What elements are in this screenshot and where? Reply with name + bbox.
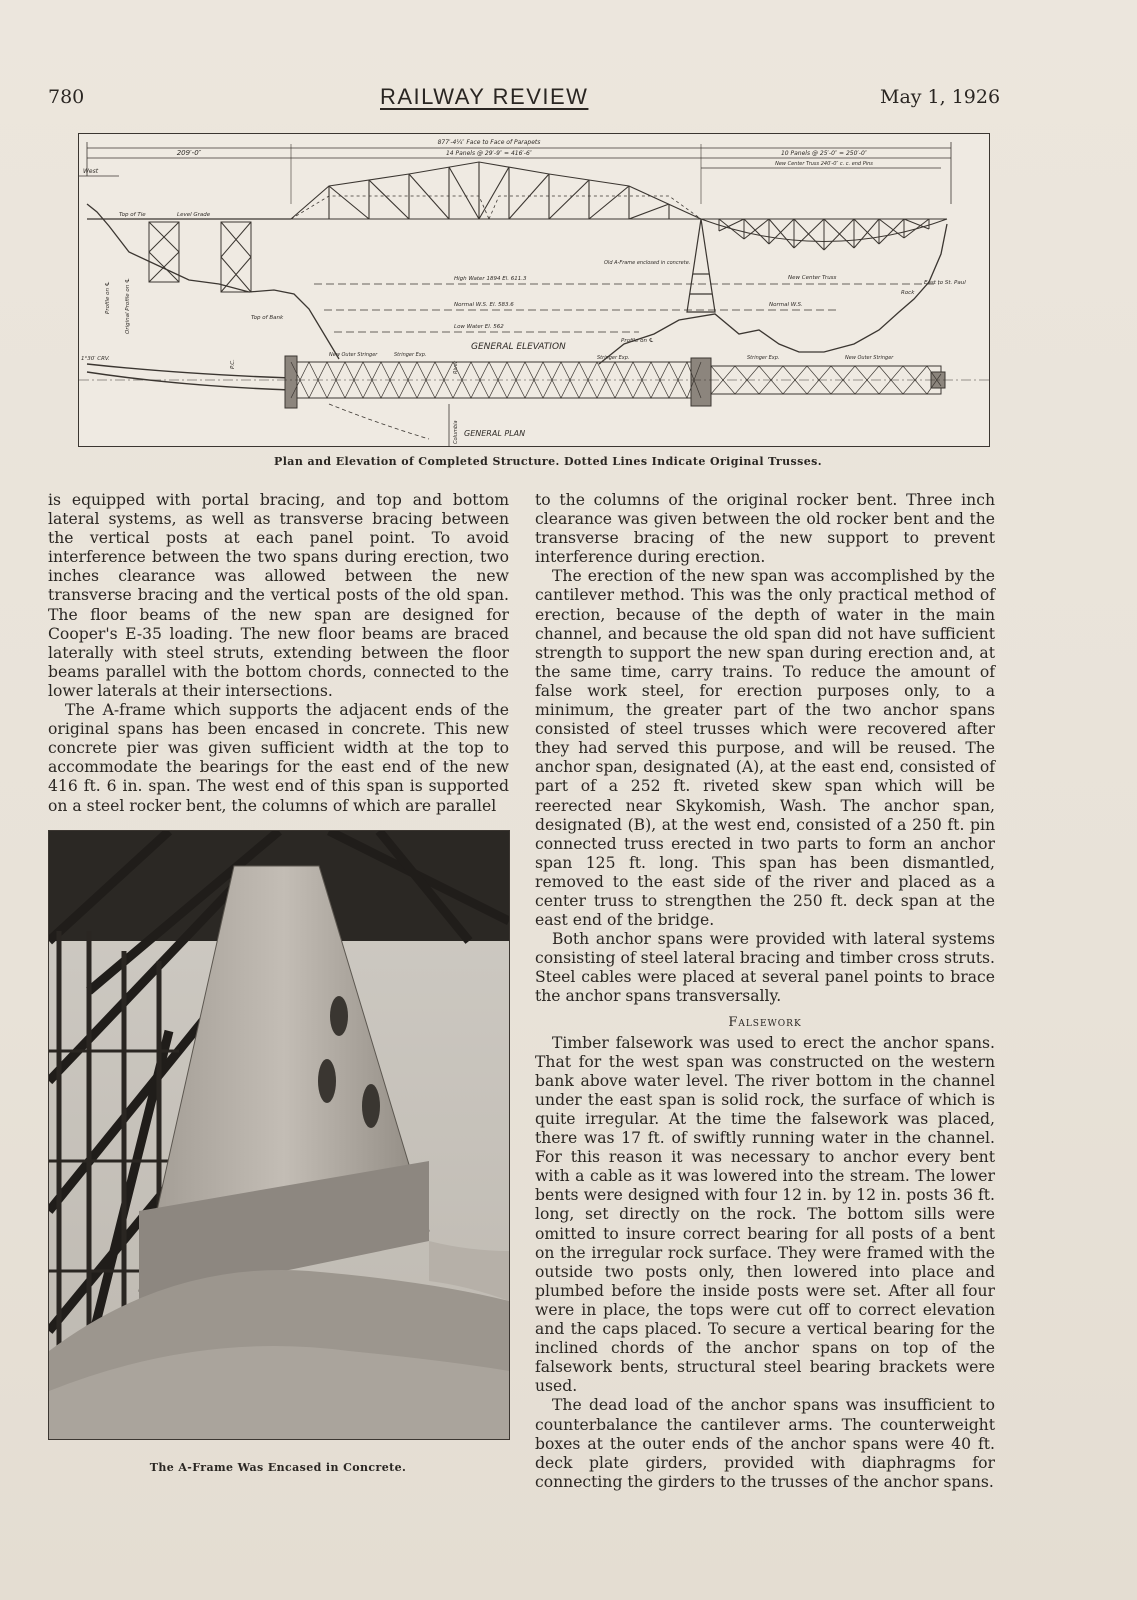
issue-date: May 1, 1926	[880, 86, 1001, 108]
label-columbia: Columbia	[453, 420, 459, 444]
bridge-drawing-svg	[79, 134, 989, 446]
label-original-profile: Original Profile on ℄	[125, 278, 131, 334]
label-old-aframe: Old A-Frame enclosed in concrete.	[604, 260, 691, 266]
label-panels-main: 14 Panels @ 29′-9″ = 416′-6″	[445, 150, 533, 157]
label-new-outer-stringer-right: New Outer Stringer	[845, 355, 894, 361]
label-level-grade: Level Grade	[177, 212, 211, 218]
label-high-water: High Water 1894 El. 611.3	[454, 276, 527, 282]
label-stringer-exp-right: Stringer Exp.	[747, 355, 780, 361]
page-number: 780	[48, 86, 85, 108]
label-profile-vertical: Profile on ℄	[105, 281, 111, 314]
label-normal-ws: Normal W.S. El. 583.6	[454, 302, 514, 308]
left-paragraph-2: The A-frame which supports the adjacent ends of the original spans has been encased in concrete. This new concrete pier was given sufficient width at the top to accommodate the bearings for the east end of the new 416 ft. 6 in. span. The west end of this span is supported on a steel rocker bent, the columns of which are parallel	[48, 701, 509, 815]
label-river: River	[453, 361, 459, 374]
plan-view	[87, 356, 945, 408]
section-heading: Falsework	[728, 1014, 802, 1030]
label-top-of-tie: Top of Tie	[119, 212, 146, 218]
label-new-center-truss: New Center Truss	[788, 275, 837, 281]
right-paragraph-2: The erection of the new span was accomplished by the cantilever method. This was the only practical method of erection, because of the depth of water in the main channel, and because the old span did not have sufficient strength to support the new span during erection and, at the same time, carry trains. To reduce the amount of false work steel, for erection purposes only, to a minimum, the greater part of the two anchor spans consisted of steel trusses which were recovered after they had served this purpose, and will be reused. The anchor span, designated (A), at the east end, consisted of part of a 252 ft. riveted skew span which will be reerected near Skykomish, Wash. The anchor span, designated (B), at the west end, consisted of a 250 ft. pin connected truss erected in two parts to form an anchor span 125 ft. long. This span has been dismantled, removed to the east side of the river and placed as a center truss to strengthen the 250 ft. deck span at the east end of the bridge.	[535, 567, 995, 930]
pier-opening	[330, 996, 348, 1036]
label-general-elevation: GENERAL ELEVATION	[471, 342, 566, 352]
pier-opening	[362, 1084, 380, 1128]
label-new-outer-stringer: New Outer Stringer	[329, 352, 378, 358]
label-overall: 877′-4¼″ Face to Face of Parapets	[437, 139, 541, 146]
a-frame-pier	[687, 219, 715, 312]
label-stringer-exp-mid: Stringer Exp.	[597, 355, 630, 361]
journal-title: RAILWAY REVIEW	[380, 84, 589, 109]
label-curve: 1°30′ CRV.	[81, 356, 110, 362]
a-frame-photo	[48, 830, 510, 1440]
label-center-truss: New Center Truss 240′-0″ c. c. end Pins	[775, 161, 873, 167]
figure-caption: Plan and Elevation of Completed Structure. Dotted Lines Indicate Original Trusses.	[274, 455, 822, 468]
right-paragraph-1: to the columns of the original rocker bent. Three inch clearance was given between the old rocker bent and the transverse bracing of the new support to prevent interference during erection.	[535, 491, 995, 567]
pier-opening	[318, 1059, 336, 1103]
label-east-to-st-paul: East to St. Paul	[924, 280, 966, 286]
label-span-west: 209′-0″	[176, 149, 202, 157]
east-deck-truss	[701, 219, 947, 250]
photo-caption: The A-Frame Was Encased in Concrete.	[149, 1461, 407, 1474]
label-panels-east: 10 Panels @ 25′-0″ = 250′-0″	[780, 150, 868, 157]
label-profile-on-cl: Profile on ℄	[621, 338, 654, 344]
right-paragraph-4: Timber falsework was used to erect the anchor spans. That for the west span was constructed on the western bank above water level. The river bottom in the channel under the east span is solid rock, the surface of which is quite irregular. At the time the falsework was placed, there was 17 ft. of swiftly running water in the channel. For this reason it was necessary to anchor every bent with a cable as it was lowered into the stream. The lower bents were designed with four 12 in. by 12 in. posts 36 ft. long, set directly on the rock. The bottom sills were omitted to insure correct bearing for all posts of a bent on the irregular rock surface. They were framed with the outside two posts only, then lowered into place and plumbed before the inside posts were set. After all four were in place, the tops were cut off to correct elevation and the caps placed. To secure a vertical bearing for the inclined chords of the anchor spans on top of the falsework bents, structural steel bearing brackets were used.	[535, 1033, 995, 1396]
main-truss	[291, 162, 701, 219]
a-frame-photo-svg	[49, 831, 509, 1439]
right-paragraph-5: The dead load of the anchor spans was insufficient to counterbalance the cantilever arms. The counterweight boxes at the outer ends of the anchor spans were 40 ft. deck plate girders, provided with diaphragms for connecting the girders to the trusses of the anchor spans.	[535, 1396, 995, 1491]
right-column	[535, 491, 995, 1492]
left-paragraph-1: is equipped with portal bracing, and top and bottom lateral systems, as well as transverse bracing between the vertical posts at each panel point. To avoid interference between the two spans during erection, two inches clearance was allowed between the new transverse bracing and the vertical posts of the old span. The floor beams of the new span are designed for Cooper's E-35 loading. The new floor beams are braced laterally with steel struts, extending between the floor beams parallel with the bottom chords, connected to the lower laterals at their intersections.	[48, 491, 509, 700]
label-top-of-bank: Top of Bank	[251, 315, 284, 321]
label-west: West	[83, 168, 99, 175]
bridge-drawing	[78, 133, 990, 447]
label-general-plan: GENERAL PLAN	[464, 429, 526, 438]
label-stringer-exp: Stringer Exp.	[394, 352, 427, 358]
left-column	[48, 491, 509, 816]
right-paragraph-3: Both anchor spans were provided with lateral systems consisting of steel lateral bracing and timber cross struts. Steel cables were placed at several panel points to brace the anchor spans transversally.	[535, 930, 995, 1006]
label-rock: Rock	[901, 290, 915, 296]
label-pc: P.C.	[230, 359, 236, 369]
label-normal-ws-short: Normal W.S.	[769, 302, 803, 308]
label-low-water: Low Water El. 562	[454, 324, 504, 330]
